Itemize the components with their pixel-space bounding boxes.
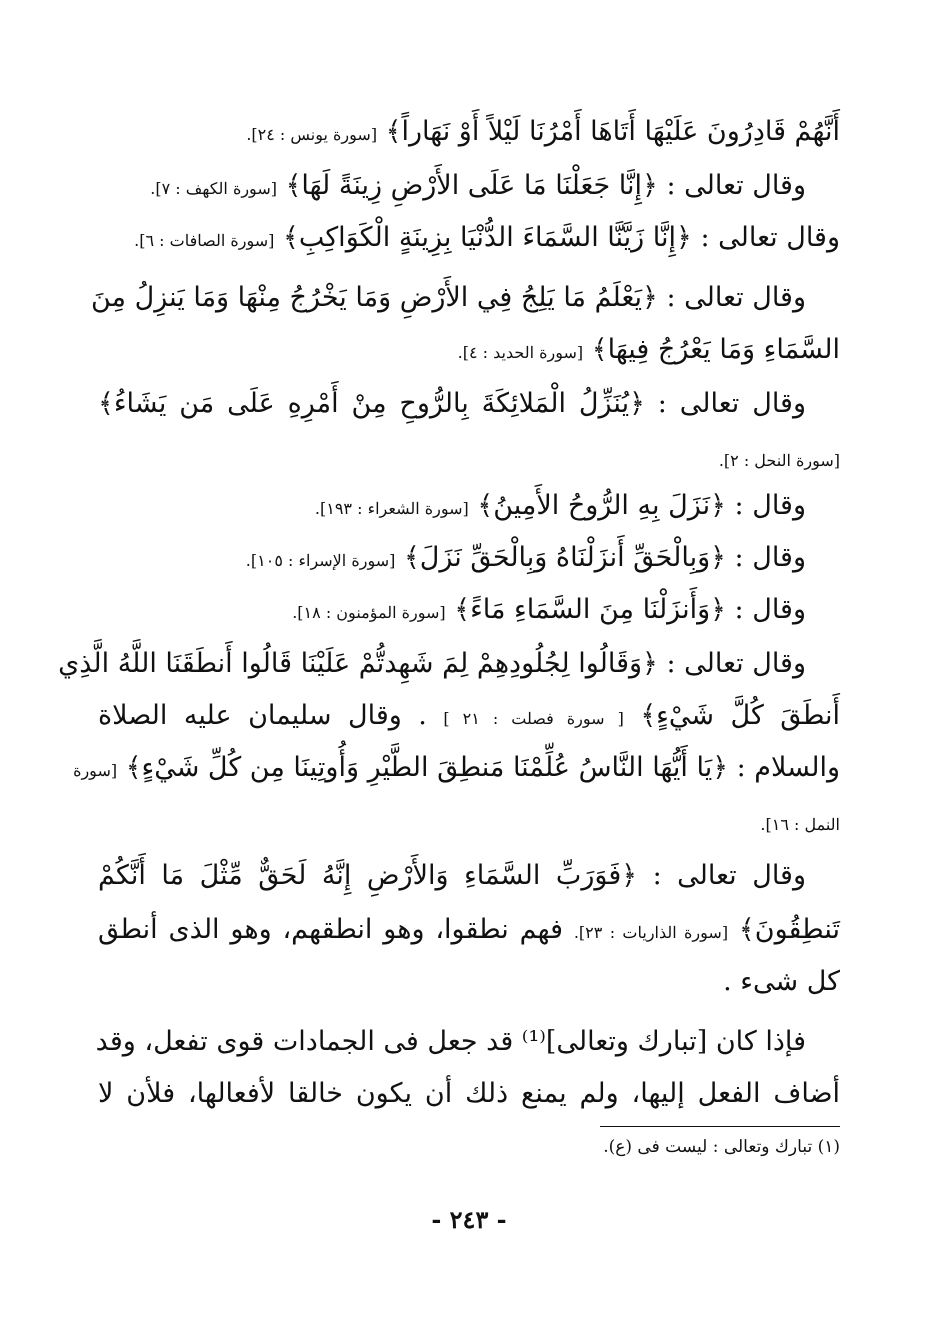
verse-text: تَنطِقُونَ﴾ bbox=[738, 914, 840, 945]
verse-text: وقال تعالى : ﴿يَعْلَمُ مَا يَلِجُ فِي الأَرْضِ وَمَا يَخْرُجُ مِنْهَا وَمَا يَنزِلُ مِنَ bbox=[91, 282, 806, 313]
surah-reference: النمل : ١٦]. bbox=[760, 815, 840, 834]
prose-text: فإذا كان [تبارك وتعالى]⁽¹⁾ قد جعل فى الجمادات قوى تفعل، وقد bbox=[95, 1026, 806, 1057]
surah-reference: [سورة الكهف : ٧]. bbox=[150, 179, 277, 198]
text-line-7 bbox=[98, 438, 840, 481]
text-line-19 bbox=[98, 1074, 840, 1114]
text-line-13 bbox=[73, 748, 840, 791]
text-line-17 bbox=[98, 962, 840, 1002]
text-line-9 bbox=[98, 538, 840, 581]
text-line-16 bbox=[98, 910, 840, 953]
surah-reference: [سورة يونس : ٢٤]. bbox=[246, 125, 378, 144]
surah-reference: [سورة الإسراء : ١٠٥]. bbox=[245, 551, 396, 570]
verse-text: وقال تعالى : ﴿فَوَرَبِّ السَّمَاءِ وَالأَرْضِ إِنَّهُ لَحَقٌّ مِّثْلَ مَا أَنَّكُمْ bbox=[98, 860, 806, 891]
verse-text: وقال تعالى : ﴿وَقَالُوا لِجُلُودِهِمْ لِمَ شَهِدتُّمْ عَلَيْنَا قَالُوا أَنطَقَنَا اللَّهُ الَّذِي bbox=[58, 648, 806, 679]
text-line-15 bbox=[98, 856, 840, 896]
verse-text: وقال تعالى : ﴿إِنَّا زَيَّنَّا السَّمَاءَ الدُّنْيَا بِزِينَةٍ الْكَوَاكِبِ﴾ bbox=[283, 222, 840, 253]
verse-text: والسلام : ﴿يَا أَيُّهَا النَّاسُ عُلِّمْنَا مَنطِقَ الطَّيْرِ وَأُوتِينَا مِن كُلِّ شَيْءٍ﴾ bbox=[125, 752, 840, 783]
prose-text: أضاف الفعل إليها، ولم يمنع ذلك أن يكون خالقا لأفعالها، فلأن لا bbox=[98, 1078, 840, 1109]
text-line-5 bbox=[98, 330, 840, 373]
prose-text: . وقال سليمان عليه الصلاة bbox=[98, 700, 427, 731]
surah-reference: [سورة النحل : ٢]. bbox=[718, 451, 840, 470]
verse-text: وقال : ﴿وَبِالْحَقِّ أَنزَلْنَاهُ وَبِالْحَقِّ نَزَلَ﴾ bbox=[403, 542, 806, 573]
text-line-10 bbox=[98, 590, 840, 633]
text-line-1 bbox=[98, 112, 840, 155]
text-line-18 bbox=[95, 1022, 840, 1062]
text-line-3 bbox=[98, 218, 840, 261]
verse-text: أَنطَقَ كُلَّ شَيْءٍ﴾ bbox=[640, 700, 840, 731]
text-line-8 bbox=[98, 486, 840, 529]
verse-text: السَّمَاءِ وَمَا يَعْرُجُ فِيهَا﴾ bbox=[591, 334, 840, 365]
verse-text: وقال تعالى : ﴿إِنَّا جَعَلْنَا مَا عَلَى الأَرْضِ زِينَةً لَهَا﴾ bbox=[285, 170, 806, 201]
verse-text: وقال : ﴿وَأَنزَلْنَا مِنَ السَّمَاءِ مَاءً﴾ bbox=[454, 594, 806, 625]
surah-reference: [سورة الذاريات : ٢٣]. bbox=[573, 923, 729, 942]
text-line-11 bbox=[58, 644, 840, 684]
text-line-14 bbox=[98, 802, 840, 845]
verse-text: وقال تعالى : ﴿يُنَزِّلُ الْمَلائِكَةَ بِالرُّوحِ مِنْ أَمْرِهِ عَلَى مَن يَشَاءُ﴾ bbox=[98, 388, 806, 419]
footnote-separator bbox=[600, 1126, 840, 1127]
surah-reference: [سورة الحديد : ٤]. bbox=[457, 343, 584, 362]
verse-text: أَنَّهُمْ قَادِرُونَ عَلَيْهَا أَتَاهَا أَمْرُنَا لَيْلاً أَوْ نَهَاراً﴾ bbox=[385, 116, 840, 147]
surah-reference: [سورة bbox=[73, 761, 118, 780]
footnote: (١) تبارك وتعالى : ليست فى (ع). bbox=[603, 1137, 840, 1157]
text-line-6 bbox=[98, 384, 840, 424]
surah-reference: [سورة الصافات : ٦]. bbox=[134, 231, 275, 250]
surah-reference: [سورة الشعراء : ١٩٣]. bbox=[314, 499, 469, 518]
text-line-4 bbox=[91, 278, 840, 318]
surah-reference: [ سورة فصلت : ٢١ ] bbox=[443, 709, 624, 728]
prose-text: فهم نطقوا، وهو انطقهم، وهو الذى أنطق bbox=[98, 914, 563, 945]
page-number: - ٢٤٣ - bbox=[431, 1205, 507, 1234]
verse-text: وقال : ﴿نَزَلَ بِهِ الرُّوحُ الأَمِينُ﴾ bbox=[477, 490, 806, 521]
text-line-2 bbox=[98, 166, 840, 209]
prose-text: كل شىء . bbox=[723, 966, 840, 997]
text-line-12 bbox=[98, 696, 840, 739]
surah-reference: [سورة المؤمنون : ١٨]. bbox=[292, 603, 446, 622]
